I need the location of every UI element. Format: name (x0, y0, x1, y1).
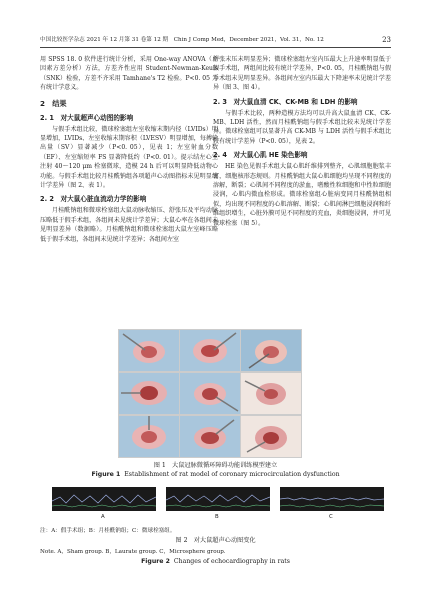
section-2-4-heading: 2. 4 对大鼠心肌 HE 染色影响 (213, 151, 308, 160)
section-2-1-heading: 2. 1 对大鼠超声心动图的影响 (40, 113, 134, 122)
section-2-2-heading: 2. 2 对大鼠心脏血流动力学的影响 (40, 195, 147, 204)
results-heading: 2 结果 (40, 98, 67, 108)
surgery-photo (179, 329, 241, 372)
surgery-photo (240, 415, 302, 458)
surgery-photo (118, 329, 180, 372)
methods-stats-text: 用 SPSS 18. 0 软件进行统计分析，采用 One-way ANOVA（单因素方差分析）方法，方差齐性应用 Student-Newman-Keuls（SNK）检验，方差不齐采用 Tamhane's T2 检验。P<0. 05 为有统计学意义。 (40, 56, 218, 92)
figure-1-label: Figure 1 (91, 471, 121, 478)
section-2-3-heading: 2. 3 对大鼠血清 CK、CK-MB 和 LDH 的影响 (213, 97, 358, 106)
section-2-2-text: 月桂酰钠组和微球栓塞组大鼠动脉收缩压、舒张压及平均动脉压略低于假手术组，各组间未见统计学差异；大鼠心率在各组间未见明显差异（数据略）。月桂酰钠组和微球栓塞组大鼠左室峰压略低于假手术组，各组间未见统计学差异；各组间左室 (40, 207, 218, 243)
page-number: 23 (382, 36, 391, 44)
right-column (213, 55, 391, 228)
figure-2-echo-strips (52, 487, 385, 511)
section-2-4-text: HE 染色见假手术组大鼠心肌纤维排列整齐，心肌细胞胞浆丰富，细胞核形态规则。月桂酰钠组大鼠心肌细胞均呈现不同程度的溶解，断裂；心肌间不同程度的淤血，嗜酸性粒细胞和中性粒细胞浸润，心肌内微血栓形成。微球栓塞组心脏病变同月桂酰钠组相似，均出现不同程度的心肌溶解、断裂；心肌间淋巴细胞浸润和纤维组织增生，心脏外膜可见不同程度的充血，炎细胞浸润，并可见微球栓塞（图 5）。 (213, 163, 391, 227)
surgery-photo (179, 415, 241, 458)
figure-1-caption-en (40, 470, 391, 479)
figure-2-caption-text: Changes of echocardiography in rats (173, 558, 290, 565)
surgery-photo (118, 372, 180, 415)
surgery-photo (118, 415, 180, 458)
panel-label-c: C (329, 514, 333, 520)
figure-1-caption-cn: 图 1 大鼠冠脉微循环障碍功能训练模型建立 (153, 462, 278, 469)
figure-2-note-en: Note. A，Sham group. B，Laurate group. C，Microsphere group. (40, 549, 226, 555)
figure-2-caption-en (40, 557, 391, 566)
section-2-1-text: 与假手术组比较，微球栓塞组左室收缩末期内径（LVIDs）明显增加，LVIDs、左室收缩末期容积（LVESV）明显增加，每搏输出量（SV）显著减少（P<0. 05），见表 1；左室射血分数（EF）、左室缩短率 FS 显著降低约（P<0. 01）。提示结左心室注射 40～120 μm 栓塞微球，造模 24 h 后可以明显降低动物心功能。与假手术组比较月桂酰钠组各项超声心动图指标未见明显统计学差异（图 2、表 1）。 (40, 125, 218, 190)
figure-2-label: Figure 2 (141, 558, 170, 565)
panel-label-a: A (101, 514, 105, 520)
surgery-photo (240, 329, 302, 372)
echo-image (166, 487, 270, 511)
surgery-photo (179, 372, 241, 415)
journal-citation: 中国比较医学杂志 2021 年 12 月第 31 卷第 12 期 Chin J Comp Med，December 2021，Vol. 31，No. 12 (40, 37, 324, 43)
section-2-3-text: 与假手术比较，两种造模方法均可以升高大鼠血清 CK、CK-MB、LDH 活性，然而月桂酰钠组与假手术组比较未见统计学差异。微球栓塞组可以显著升高 CK-MB 与 LDH 活性与假手术组比较有统计学差异（P<0. 05），见表 2。 (213, 109, 391, 145)
echo-image (52, 487, 156, 511)
panel-label-b: B (215, 514, 219, 520)
figure-1-photo-grid (118, 329, 300, 456)
left-column (40, 55, 218, 244)
section-2-2-continued: 舒张末压未明显差异；微球栓塞组左室内压最大上升速率明显低于假手术组，两组间比较有统计学差异，P<0. 05，月桂酰钠组与假手术组未见明显差异。各组间左室内压最大下降速率未见统计学差异（图 3、图 4）。 (213, 56, 391, 92)
figure-2-note-cn: 注：A：假手术组；B：月桂酰钠组；C：微球栓塞组。 (40, 528, 176, 534)
figure-1-caption-text: Establishment of rat model of coronary microcirculation dysfunction (124, 471, 340, 478)
echo-image (280, 487, 384, 511)
surgery-photo (240, 372, 302, 415)
running-header (40, 35, 391, 48)
figure-2-caption-cn: 图 2 对大鼠超声心动图变化 (175, 537, 256, 544)
